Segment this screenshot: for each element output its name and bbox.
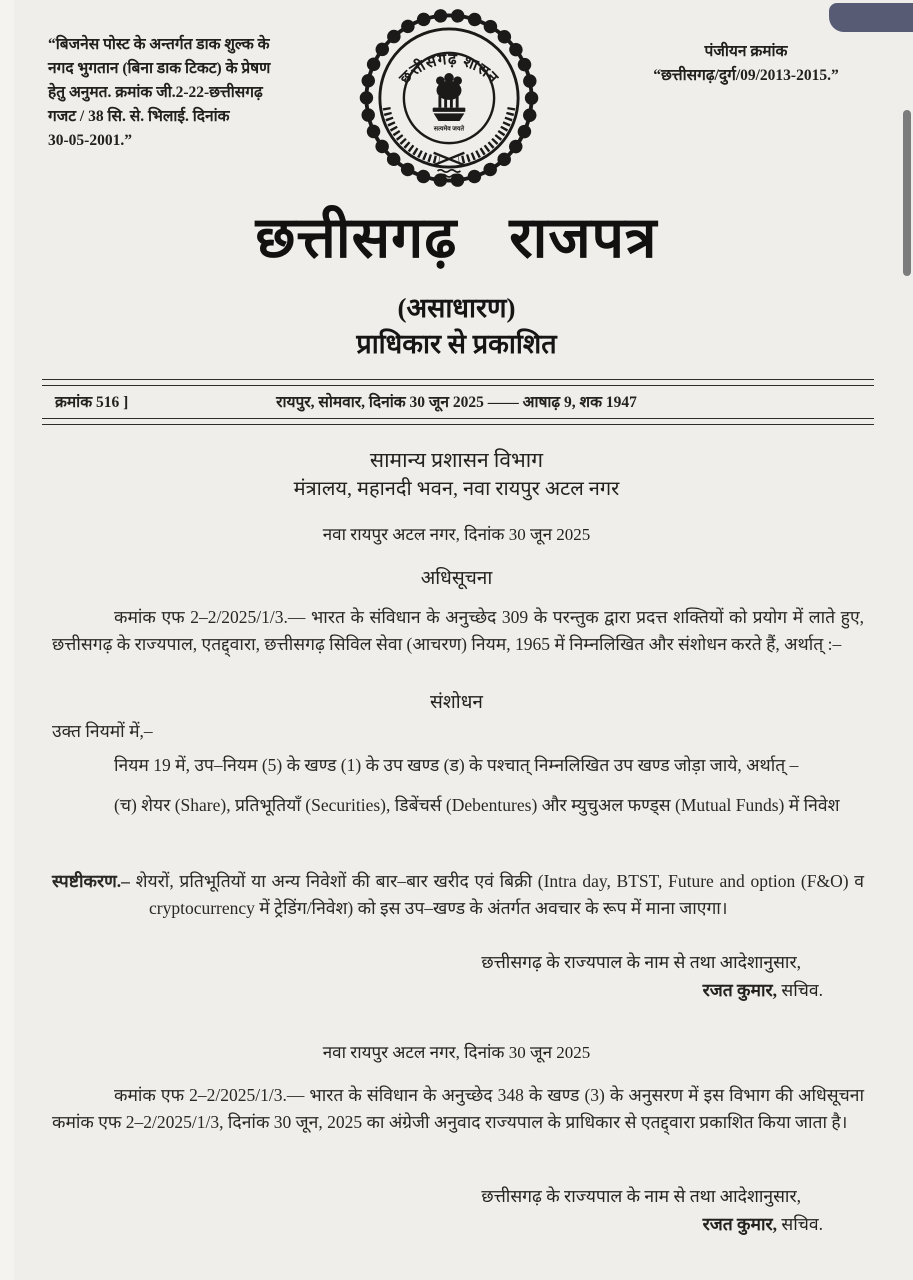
registration-value: “छत्तीसगढ़/दुर्ग/09/2013-2015.”: [653, 67, 839, 84]
viewer-scrollbar-thumb[interactable]: [903, 110, 911, 276]
explanation-text: शेयरों, प्रतिभूतियों या अन्य निवेशों की बार–बार खरीद एवं बिक्री (Intra day, BTST, Future and option (F&O) व cryptocurrency में ट्रेडिंग/निवेश) को इस उप–खण्ड के अंतर्गत अवचार के रूप में माना जाएगा।: [129, 871, 864, 918]
postal-note-line: 30-05-2001.”: [48, 132, 132, 149]
paragraph-article-309: कमांक एफ 2–2/2025/1/3.— भारत के संविधान के अनुच्छेद 309 के परन्तुक द्वारा प्रदत्त शक्तियों को प्रयोग में लाते हुए, छत्तीसगढ़ के राज्यपाल, एतद्द्वारा, छत्तीसगढ़ सिविल सेवा (आचरण) नियम, 1965 में निम्नलिखित और संशोधन करते हैं, अर्थात् :–: [52, 607, 864, 654]
signatory-name: रजत कुमार,: [702, 980, 778, 1000]
paragraph-rule-19-amendment: नियम 19 में, उप–नियम (5) के खण्ड (1) के उप खण्ड (ड) के पश्चात् निम्नलिखित उप खण्ड जोड़ा जाये, अर्थात् –: [114, 755, 799, 775]
gazette-title-word1: छत्तीसगढ़: [255, 207, 458, 270]
signatory-2: [703, 1212, 823, 1236]
viewer-toolbar-corner[interactable]: [829, 3, 913, 32]
double-rule-bottom: [42, 418, 874, 425]
edition-label: (असाधारण): [397, 293, 516, 323]
amendment-heading: संशोधन: [430, 692, 483, 713]
signatory-post: सचिव.: [777, 1214, 823, 1234]
gazette-title-word2: राजपत्र: [509, 207, 658, 270]
paragraph-article-348: कमांक एफ 2–2/2025/1/3.— भारत के संविधान के अनुच्छेद 348 के खण्ड (3) के अनुसरण में इस विभाग की अधिसूचना कमांक एफ 2–2/2025/1/3, दिनांक 30 जून, 2025 का अंग्रेजी अनुवाद राज्यपाल के प्राधिकार से एतद्द्वारा प्रकाशित किया जाता है।: [52, 1085, 864, 1132]
postal-note-line: हेतु अनुमत. क्रमांक जी.2-22-छत्तीसगढ़: [48, 84, 263, 101]
rules-intro-line: उक्त नियमों में,–: [52, 721, 153, 741]
registration-label: पंजीयन क्रमांक: [704, 43, 788, 60]
issue-dateline: रायपुर, सोमवार, दिनांक 30 जून 2025 —— आषाढ़ 9, शक 1947: [276, 394, 637, 411]
ashoka-lion-capital-icon: [433, 73, 466, 121]
postal-permission-note: [48, 33, 348, 153]
publication-authority-label: प्राधिकार से प्रकाशित: [356, 329, 557, 359]
signatory-1: [703, 978, 823, 1002]
notification-heading: अधिसूचना: [420, 568, 493, 589]
postal-note-line: गजट / 38 सि. से. भिलाई. दिनांक: [48, 108, 230, 125]
signatory-name: रजत कुमार,: [702, 1214, 778, 1234]
explanation-label: स्पष्टीकरण.–: [52, 871, 130, 891]
postal-note-line: “बिजनेस पोस्ट के अन्तर्गत डाक शुल्क के: [48, 36, 270, 53]
postal-note-line: नगद भुगतान (बिना डाक टिकट) के प्रेषण: [48, 60, 271, 77]
signature-by-order-2: छत्तीसगढ़ के राज्यपाल के नाम से तथा आदेशानुसार,: [481, 1186, 801, 1206]
department-address: मंत्रालय, महानदी भवन, नवा रायपुर अटल नगर: [293, 478, 620, 500]
paragraph-clause-cha: (च) शेयर (Share), प्रतिभूतियाँ (Securities), डिबेंचर्स (Debentures) और म्युचुअल फण्ड्स (Mutual Funds) में निवेश: [114, 795, 840, 815]
gazette-title: [0, 196, 913, 274]
chhattisgarh-state-emblem-icon: [353, 2, 545, 194]
explanation-paragraph: [52, 868, 864, 922]
double-rule-top: [42, 379, 874, 386]
place-date-line-2: नवा रायपुर अटल नगर, दिनांक 30 जून 2025: [322, 1043, 591, 1062]
signature-by-order-1: छत्तीसगढ़ के राज्यपाल के नाम से तथा आदेशानुसार,: [481, 952, 801, 972]
registration-number: [585, 40, 907, 88]
emblem-state-name: छत्तीसगढ़ शासन: [396, 50, 502, 88]
signatory-post: सचिव.: [777, 980, 823, 1000]
emblem-motto: सत्यमेव जयते: [433, 125, 465, 133]
department-name: सामान्य प्रशासन विभाग: [369, 448, 544, 472]
issue-number: क्रमांक 516 ]: [55, 394, 129, 411]
scan-edge: [0, 0, 14, 1280]
place-date-line-1: नवा रायपुर अटल नगर, दिनांक 30 जून 2025: [322, 525, 591, 544]
